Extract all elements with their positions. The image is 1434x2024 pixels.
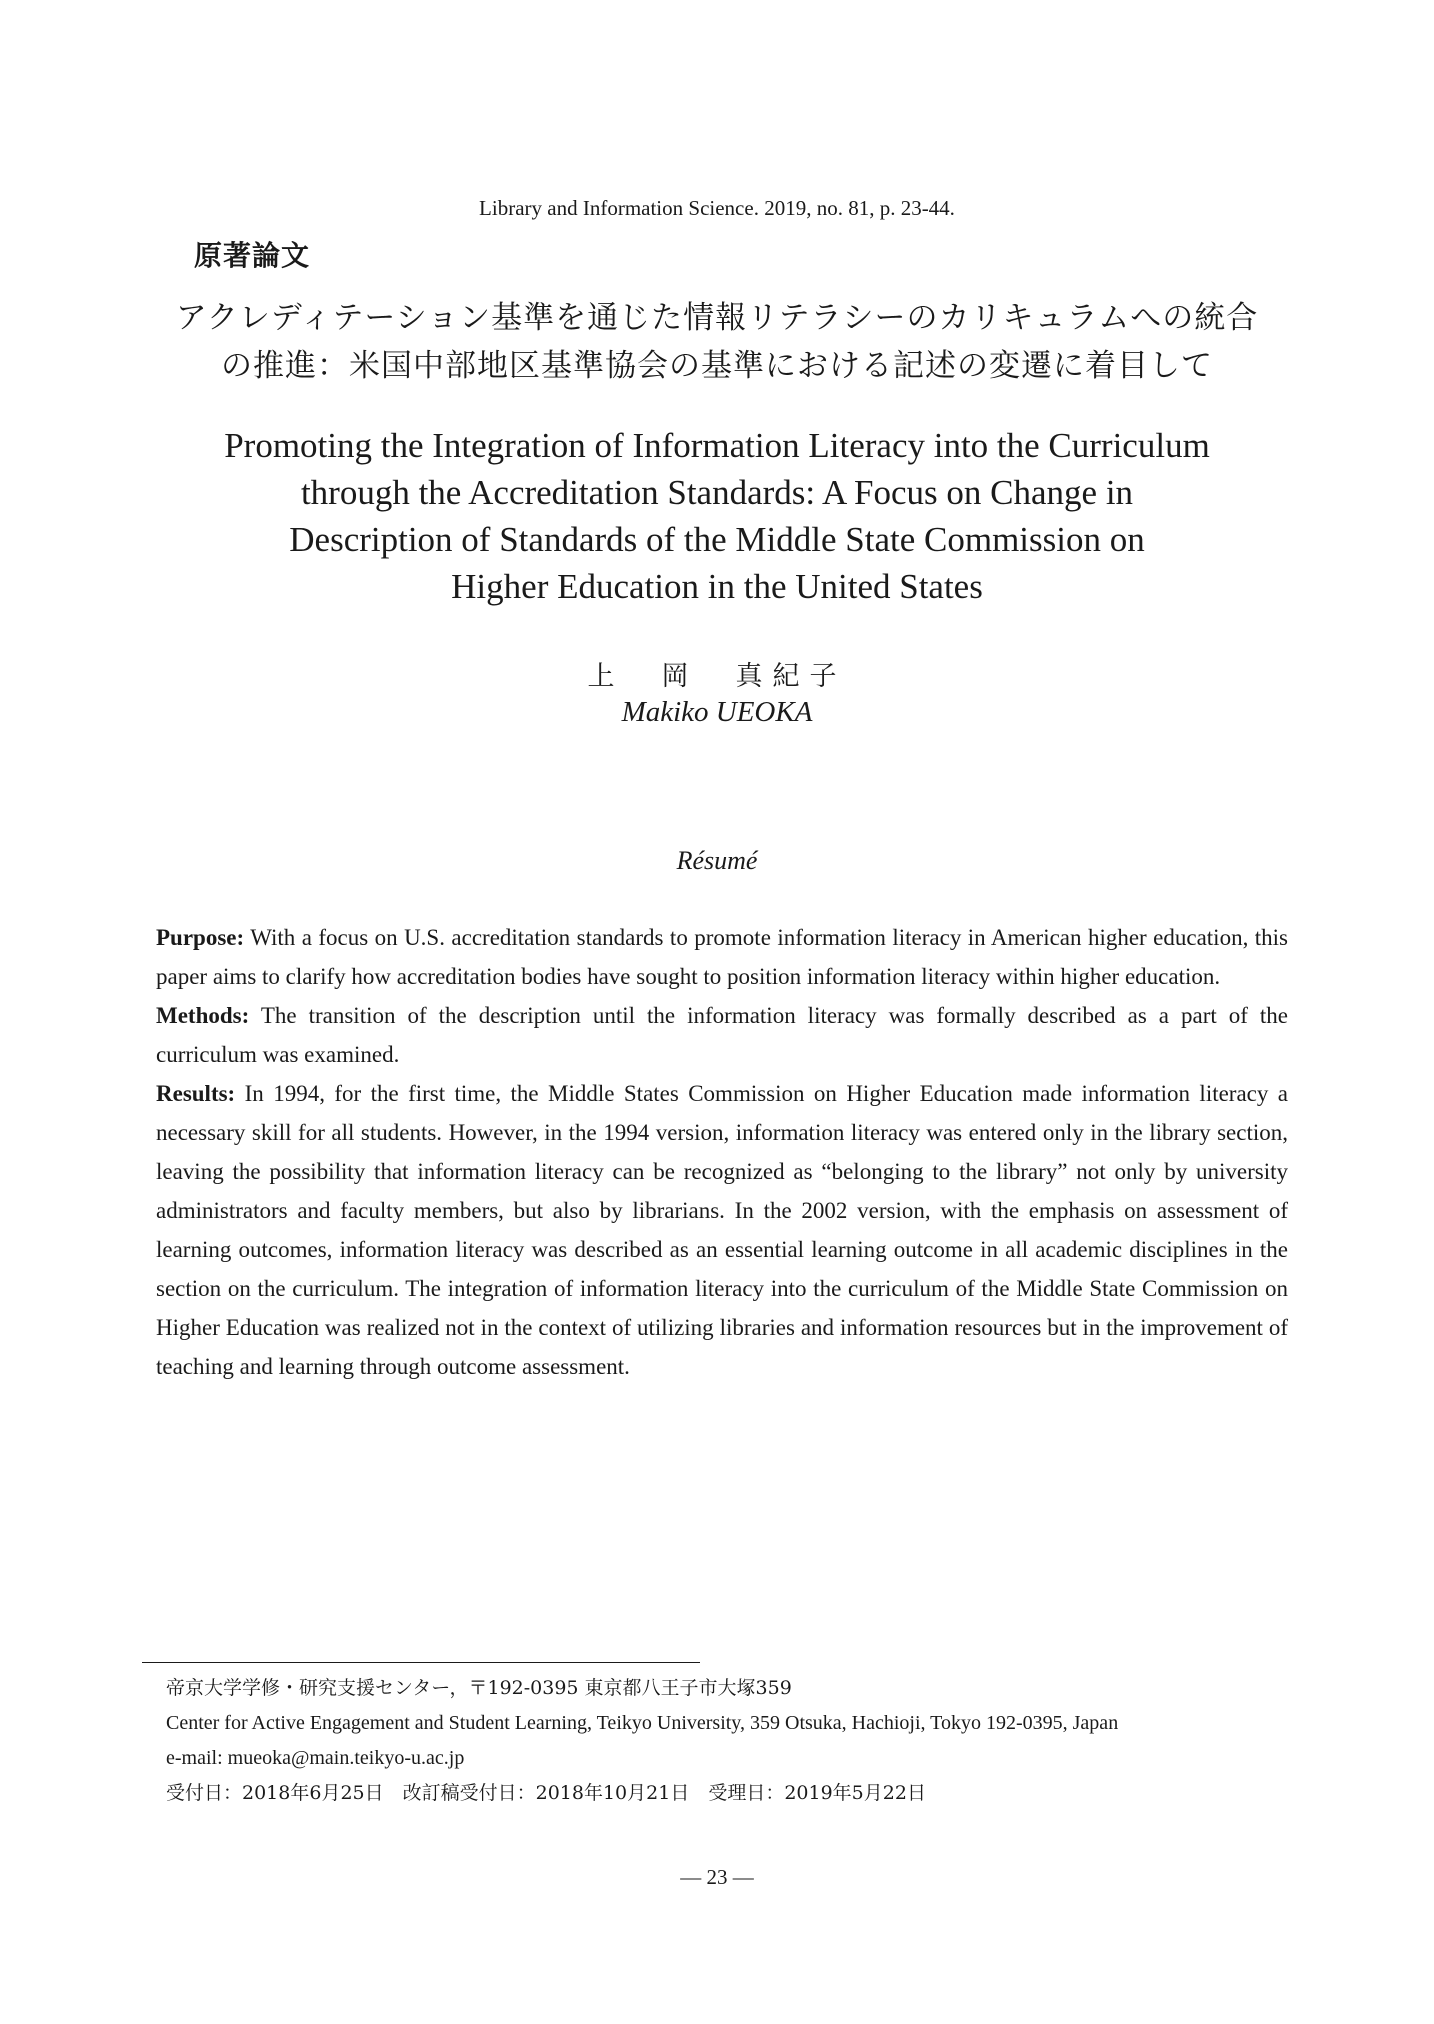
footnotes — [166, 1674, 1306, 1814]
submission-dates: 受付日：2018年6月25日 改訂稿受付日：2018年10月21日 受理日：2019年5月22日 — [166, 1782, 926, 1804]
purpose-label: Purpose: — [156, 925, 245, 950]
title-japanese — [140, 294, 1294, 390]
results-label: Results: — [156, 1081, 236, 1106]
affiliation-japanese: 帝京大学学修・研究支援センター，〒192-0395 東京都八王子市大塚359 — [166, 1677, 792, 1699]
abstract-results — [156, 1074, 1288, 1386]
journal-citation: Library and Information Science. 2019, no. 81, p. 23-44. — [479, 196, 955, 220]
title-english-line: Promoting the Integration of Information Literacy into the Curriculum — [224, 426, 1210, 465]
affiliation-english: Center for Active Engagement and Student Learning, Teikyo University, 359 Otsuka, Hachioji, Tokyo 192-0395, Japan — [166, 1712, 1119, 1734]
purpose-text: With a focus on U.S. accreditation standards to promote information literacy in American higher education, this paper aims to clarify how accreditation bodies have sought to position information literacy within higher education. — [156, 925, 1288, 989]
author-email: e-mail: mueoka@main.teikyo-u.ac.jp — [166, 1747, 465, 1769]
author-name-english: Makiko UEOKA — [621, 696, 813, 728]
abstract-heading: Résumé — [676, 846, 758, 875]
results-text: In 1994, for the first time, the Middle States Commission on Higher Education made information literacy a necessary skill for all students. However, in the 1994 version, information literacy was entered only in the library section, leaving the possibility that information literacy can be recognized as “belonging to the library” not only by university administrators and faculty members, but also by librarians. In the 2002 version, with the emphasis on assessment of learning outcomes, information literacy was described as an essential learning outcome in all academic disciplines in the section on the curriculum. The integration of information literacy into the curriculum of the Middle State Commission on Higher Education was realized not in the context of utilizing libraries and information resources but in the improvement of teaching and learning through outcome assessment. — [156, 1081, 1288, 1379]
title-japanese-line: の推進：米国中部地区基準協会の基準における記述の変遷に着目して — [221, 348, 1213, 384]
abstract-purpose — [156, 918, 1288, 996]
author-name-japanese: 上 岡 真紀子 — [587, 661, 847, 692]
footnote-divider — [142, 1662, 700, 1663]
title-english-line: Higher Education in the United States — [451, 567, 983, 606]
methods-text: The transition of the description until the information literacy was formally described as a part of the curriculum was examined. — [156, 1003, 1288, 1067]
title-english — [140, 422, 1294, 610]
title-english-line: through the Accreditation Standards: A Focus on Change in — [300, 473, 1134, 512]
page-number: — 23 — — [680, 1865, 754, 1889]
methods-label: Methods: — [156, 1003, 250, 1028]
title-english-line: Description of Standards of the Middle State Commission on — [289, 520, 1145, 559]
title-japanese-line: アクレディテーション基準を通じた情報リテラシーのカリキュラムへの統合 — [175, 300, 1259, 336]
abstract-body — [156, 918, 1288, 1386]
article-type-label: 原著論文 — [194, 239, 311, 272]
abstract-methods — [156, 996, 1288, 1074]
